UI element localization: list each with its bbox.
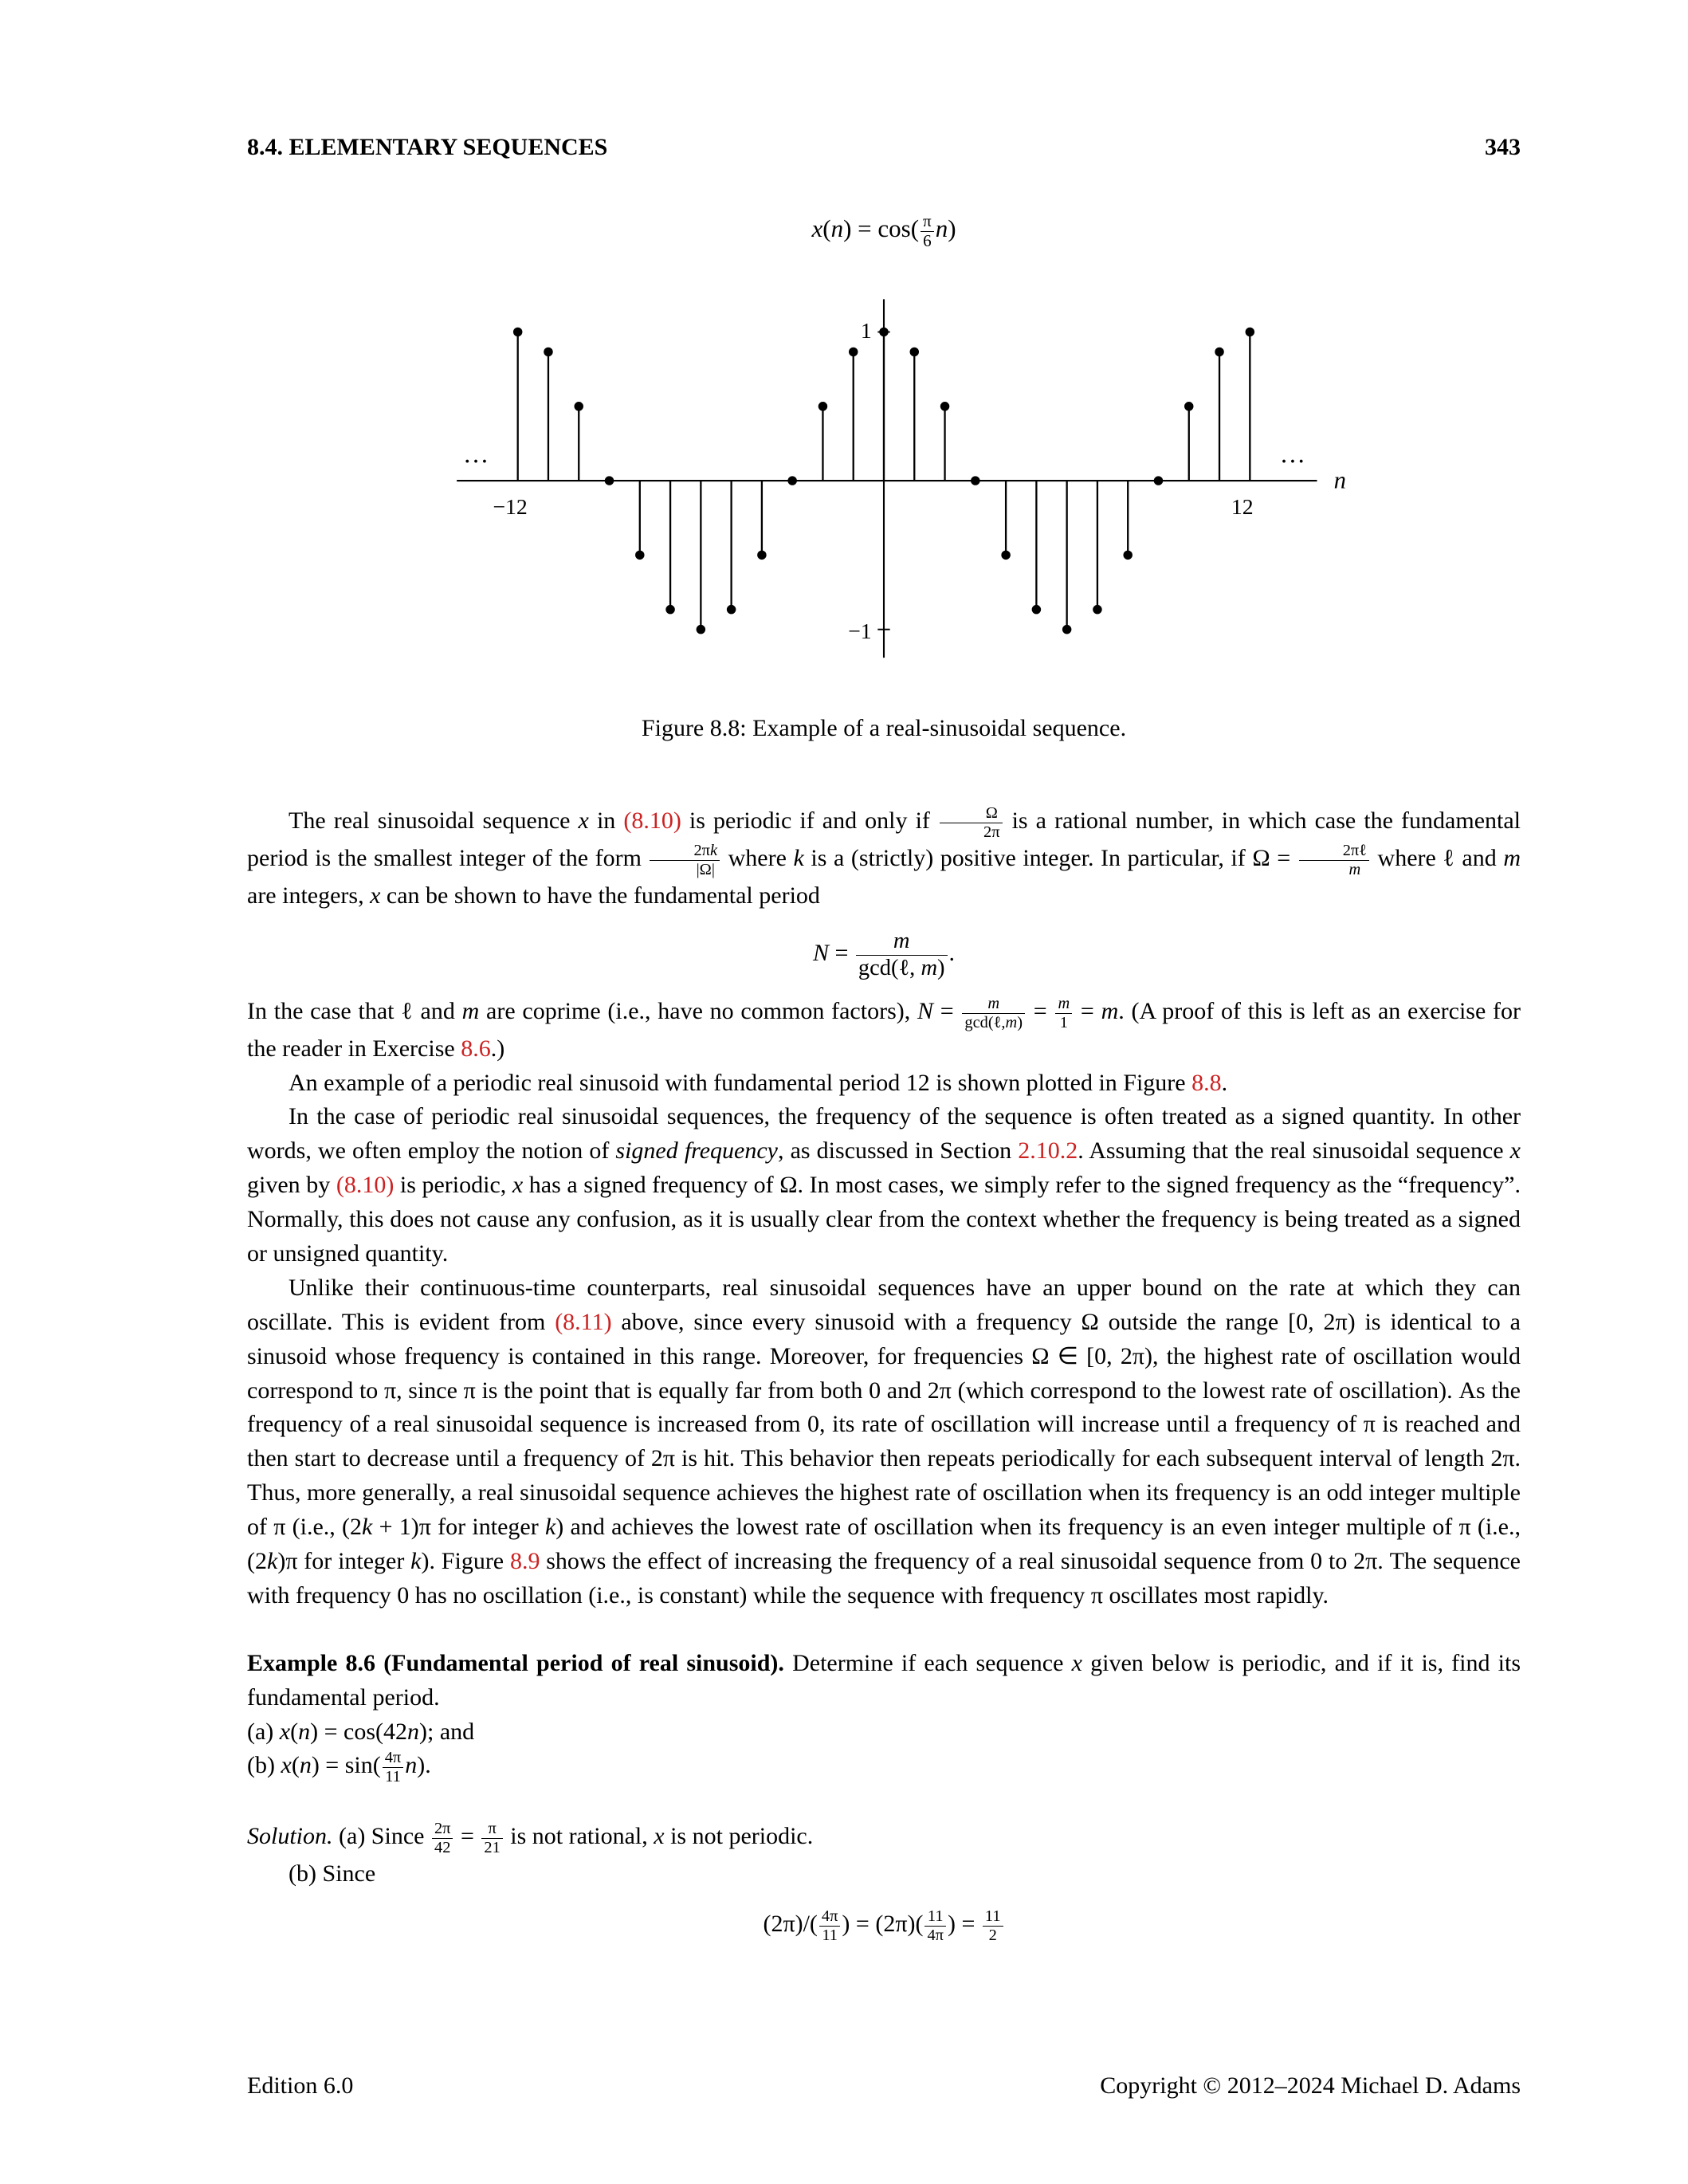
fraction: $\frac{m}{1}$ — [1054, 995, 1074, 1032]
paragraph: In the case that ℓ and m are coprime (i.e., have no common factors), N = $\frac{m}{\text{gcd(ℓ,m)}}$ = $\frac{m}{1}$ = m. (A proof of this is left as an exercise for the reader in Exercise 8.6.) — [247, 994, 1521, 1062]
ref-link[interactable]: 8.8 — [1191, 1069, 1222, 1096]
fraction: $\frac{11}{4\pi}$ — [923, 1907, 948, 1945]
equation: N = $\frac{m}{\text{gcd(ℓ, m)}}$ . — [812, 929, 956, 981]
fraction: $\frac{\pi}{6}$ — [919, 212, 936, 250]
body-text — [247, 804, 1521, 1944]
stem-dot — [1032, 605, 1041, 614]
stem-dot — [879, 328, 888, 336]
ref-link[interactable]: 8.6 — [461, 1035, 491, 1062]
paragraph: (b) x(n) = sin( $\frac{4\pi}{11}$ n). — [247, 1749, 431, 1786]
ellipsis-left: ··· — [462, 447, 489, 477]
page-number: 343 — [1485, 134, 1521, 160]
stem-dot — [1062, 625, 1071, 634]
stem-dot — [849, 348, 858, 356]
stem-dot — [727, 605, 736, 614]
fraction: $\frac{4\pi}{11}$ — [381, 1749, 406, 1786]
ref-link[interactable]: (8.10) — [336, 1172, 395, 1199]
x-axis-label: n — [1333, 466, 1346, 494]
fraction: $\frac{\text{2πℓ}}{m}$ — [1297, 842, 1371, 879]
paragraph: Example 8.6 (Fundamental period of real sinusoid). Determine if each sequence x given below is periodic, and if it is, find its fundamental period. — [247, 1649, 1521, 1711]
paragraph: In the case of periodic real sinusoidal sequences, the frequency of the sequence is often treated as a signed quantity. In other words, we often employ the notion of signed frequency, as discussed in Section 2.10.2. Assuming that the real sinusoidal sequence x given by (8.10) is periodic, x has a signed frequency of Ω. In most cases, we simply refer to the signed frequency as the “frequency”. Normally, this does not cause any confusion, as it is usually clear from the context whether the frequency is being treated as a signed or unsigned quantity. — [247, 1103, 1521, 1267]
stem-dot — [605, 477, 614, 485]
stem-dot — [697, 625, 705, 634]
x-tick-label: 12 — [1231, 495, 1254, 520]
edition-label: Edition 6.0 — [247, 2072, 354, 2099]
ref-link[interactable]: 2.10.2 — [1018, 1137, 1078, 1165]
stem-dot — [1215, 348, 1223, 356]
figure-caption: Figure 8.8: Example of a real-sinusoidal sequence. — [641, 715, 1127, 742]
fraction: $\frac{2\pi}{42}$ — [430, 1820, 455, 1857]
ref-link[interactable]: 8.9 — [509, 1548, 540, 1575]
fraction: $\frac{m}{\text{gcd(ℓ,m)}}$ — [960, 995, 1027, 1032]
paragraph: Unlike their continuous-time counterparts, real sinusoidal sequences have an upper bound on the rate at which they can oscillate. This is evident from (8.11) above, since every sinusoid with a frequency Ω outside the range [0, 2π) is identical to a sinusoid whose frequency is contained in this range. Moreover, for frequencies Ω ∈ [0, 2π), the highest rate of oscillation would correspond to π, since π is the point that is equally far from both 0 and 2π (which correspond to the lowest rate of oscillation). As the frequency of a real sinusoidal sequence is increased from 0, its rate of oscillation will increase until a frequency of π is reached and then start to decrease until a frequency of 2π is hit. This behavior then repeats periodically for each subsequent interval of length 2π. Thus, more generally, a real sinusoidal sequence achieves the highest rate of oscillation when its frequency is an odd integer multiple of π (i.e., (2k + 1)π for integer k) and achieves the lowest rate of oscillation when its frequency is an even integer multiple of π (i.e., (2k)π for integer k). Figure 8.9 shows the effect of increasing the frequency of a real sinusoidal sequence from 0 to 2π. The sequence with frequency 0 has no oscillation (i.e., is constant) while the sequence with frequency π oscillates most rapidly. — [247, 1274, 1521, 1609]
paragraph: An example of a periodic real sinusoid with fundamental period 12 is shown plotted in Figure 8.8. — [289, 1069, 1228, 1096]
fraction: $\frac{11}{2}$ — [981, 1907, 1005, 1945]
stem-plot — [350, 252, 1418, 694]
paragraph: Solution. (a) Since $\frac{2\pi}{42}$ = $\frac{\pi}{21}$ is not rational, x is not periodic. — [247, 1820, 814, 1857]
fraction: $\frac{2\pi k}{|\Omega|}$ — [648, 842, 721, 879]
stem-dot — [1154, 477, 1163, 485]
stem-dot — [818, 402, 827, 410]
section-heading: 8.4. ELEMENTARY SEQUENCES — [247, 134, 608, 160]
copyright-notice: Copyright © 2012–2024 Michael D. Adams — [1100, 2072, 1521, 2099]
ellipsis-right: ··· — [1279, 447, 1306, 477]
stem-dot — [1001, 551, 1010, 560]
stem-dot — [940, 402, 949, 410]
figure-8-8 — [247, 212, 1521, 742]
ref-link[interactable]: (8.11) — [555, 1308, 612, 1335]
stem-dot — [635, 551, 644, 560]
page-footer — [247, 2072, 1521, 2100]
paragraph: The real sinusoidal sequence x in (8.10) is periodic if and only if $\frac{\Omega}{2\pi}$ is a rational number, in which case the fundamental period is the smallest integer of the form $\frac{2\pi k}{|\Omega|}$ where k is a (strictly) positive integer. In particular, if Ω = $\frac{\text{2πℓ}}{m}$ where ℓ and m are integers, x can be shown to have the fundamental period — [247, 804, 1521, 909]
x-tick-label: −12 — [493, 495, 528, 520]
paragraph: (a) x(n) = cos(42n); and — [247, 1718, 475, 1745]
stem-dot — [910, 348, 919, 356]
fraction: $\frac{m}{\text{gcd(ℓ, m)}}$ — [854, 929, 949, 982]
stem-dot — [787, 477, 796, 485]
stem-dot — [757, 551, 766, 560]
y-tick-label: −1 — [848, 619, 872, 645]
stem-dot — [1123, 551, 1132, 560]
y-tick-label: 1 — [860, 319, 872, 344]
stem-dot — [665, 605, 674, 614]
plot-title: x(n) = cos( $\frac{\pi}{6}$ n) — [811, 211, 956, 250]
stem-dot — [1246, 328, 1254, 336]
stem-dot — [971, 477, 979, 485]
page-header — [247, 134, 1521, 161]
fraction: $\frac{\pi}{21}$ — [480, 1820, 504, 1857]
stem-dot — [1093, 605, 1101, 614]
stem-dot — [575, 402, 583, 410]
fraction: $\frac{\Omega}{2\pi}$ — [938, 804, 1004, 842]
stem-dot — [1184, 402, 1193, 410]
stem-dot — [513, 328, 522, 336]
stem-dot — [544, 348, 552, 356]
paragraph: (b) Since — [289, 1860, 376, 1887]
equation: (2π)/( $\frac{4\pi}{11}$ ) = (2π)( $\frac{11}{4\pi}$ ) = $\frac{11}{2}$ — [247, 1907, 1521, 1945]
fraction: $\frac{4\pi}{11}$ — [818, 1907, 842, 1945]
ref-link[interactable]: (8.10) — [623, 807, 681, 835]
